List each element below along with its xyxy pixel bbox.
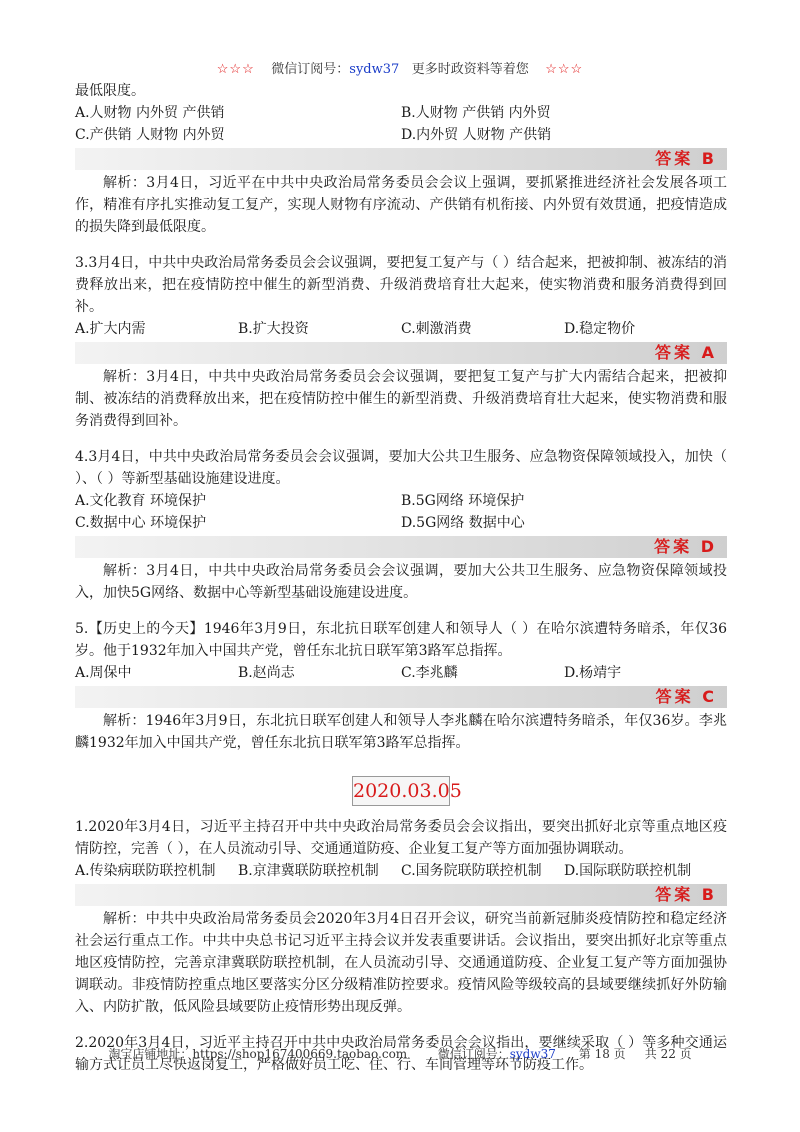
option-d: D.杨靖宇: [564, 665, 622, 681]
option-d: D.国际联防联控机制: [564, 863, 692, 879]
shop-address: 淘宝店铺地址：https://shop167400669.taobao.com: [108, 1047, 408, 1061]
answer-bar: [75, 536, 727, 558]
answer-label: 答案 C: [655, 687, 717, 706]
question-text: 1.2020年3月4日，习近平主持召开中共中央政治局常务委员会会议指出，要突出抓好北京等重点地区疫情防控，完善（ ），在人员流动引导、交通通道防疫、企业复工复产等方面加强协调联动。: [75, 819, 727, 857]
options-row: [75, 512, 727, 534]
option-c: C.产供销 人财物 内外贸: [75, 127, 225, 143]
header-account: sydw37: [349, 62, 400, 77]
analysis-text: 解析：1946年3月9日，东北抗日联军创建人和领导人李兆麟在哈尔滨遭特务暗杀，年仅36岁。李兆麟1932年加入中国共产党，曾任东北抗日联军第3路军总指挥。: [75, 713, 727, 751]
answer-label: 答案 D: [654, 537, 717, 556]
option-d: D.稳定物价: [564, 321, 636, 337]
options-row: [75, 318, 727, 340]
page-number: 第 18 页: [578, 1047, 626, 1061]
options-row: [75, 490, 727, 512]
footer-wx-label: 微信订阅号：: [437, 1047, 510, 1061]
date-heading: 2020.03.05: [352, 776, 450, 806]
option-c: C.国务院联防联控机制: [401, 863, 542, 879]
analysis-text: 解析：中共中央政治局常务委员会2020年3月4日召开会议，研究当前新冠肺炎疫情防控和稳定经济社会运行重点工作。中共中央总书记习近平主持会议并发表重要讲话。会议指出，要突出抓好北京等重点地区疫情防控，完善京津冀联防联控机制，在人员流动引导、交通通道防疫、企业复工复产等方面加强协调联动。非疫情防控重点地区要落实分区分级精准防控要求。疫情风险等级较高的县域要继续抓好外防输入、内防扩散，低风险县域要防止疫情形势出现反弹。: [75, 911, 727, 1015]
option-c: C.李兆麟: [401, 665, 458, 681]
option-b: B.扩大投资: [238, 321, 309, 337]
option-a: A.扩大内需: [75, 321, 146, 337]
option-c: C.数据中心 环境保护: [75, 515, 207, 531]
option-c: C.刺激消费: [401, 321, 472, 337]
option-a: A.传染病联防联控机制: [75, 863, 216, 879]
question-text: 4.3月4日，中共中央政治局常务委员会会议强调，要加大公共卫生服务、应急物资保障领域投入，加快（ ）、（ ）等新型基础设施建设进度。: [75, 449, 727, 487]
options-row: [75, 102, 727, 124]
option-d: D.内外贸 人财物 产供销: [401, 127, 552, 143]
footer-wx-account: sydw37: [509, 1047, 556, 1061]
answer-bar: [75, 342, 727, 364]
header-label: 微信订阅号：: [271, 62, 350, 77]
options-row: [75, 860, 727, 882]
option-a: A.人财物 内外贸 产供销: [75, 105, 225, 121]
stars-left: ☆☆☆: [216, 62, 255, 77]
options-row: [75, 124, 727, 146]
page-header: [0, 58, 800, 77]
option-b: B.京津冀联防联控机制: [238, 863, 379, 879]
option-b: B.人财物 产供销 内外贸: [401, 105, 551, 121]
question-text: 最低限度。: [75, 83, 145, 99]
answer-label: 答案 B: [655, 885, 717, 904]
question-text: 3.3月4日，中共中央政治局常务委员会会议强调，要把复工复产与（ ）结合起来，把被抑制、被冻结的消费释放出来，把在疫情防控中催生的新型消费、升级消费培育壮大起来，使实物消费和服务消费得到回补。: [75, 255, 727, 315]
analysis-text: 解析：3月4日，中共中央政治局常务委员会会议强调，要把复工复产与扩大内需结合起来，把被抑制、被冻结的消费释放出来，把在疫情防控中催生的新型消费、升级消费培育壮大起来，使实物消费和服务消费得到回补。: [75, 369, 727, 429]
option-b: B.5G网络 环境保护: [401, 493, 525, 509]
stars-right: ☆☆☆: [545, 62, 584, 77]
option-b: B.赵尚志: [238, 665, 295, 681]
page-total: 共 22 页: [644, 1047, 692, 1061]
analysis-text: 解析：3月4日，习近平在中共中央政治局常务委员会会议上强调，要抓紧推进经济社会发展各项工作，精准有序扎实推动复工复产，实现人财物有序流动、产供销有机衔接、内外贸有效贯通，把疫情造成的损失降到最低限度。: [75, 175, 727, 235]
option-a: A.周保中: [75, 665, 132, 681]
answer-label: 答案 A: [655, 343, 717, 362]
question-text: 5.【历史上的今天】1946年3月9日，东北抗日联军创建人和领导人（ ）在哈尔滨遭特务暗杀，年仅36岁。他于1932年加入中国共产党，曾任东北抗日联军第3路军总指挥。: [75, 621, 727, 659]
options-row: [75, 662, 727, 684]
content: [75, 80, 727, 1076]
header-tagline: 更多时政资料等着您: [411, 62, 529, 77]
option-a: A.文化教育 环境保护: [75, 493, 207, 509]
answer-bar: [75, 148, 727, 170]
question-text: 2.2020年3月4日，习近平主持召开中共中央政治局常务委员会会议指出，要继续采取（ ）等多种交通运输方式让员工尽快返岗复工，严格做好员工吃、住、行、车间管理等环节防疫工作。: [75, 1035, 727, 1073]
analysis-text: 解析：3月4日，中共中央政治局常务委员会会议强调，要加大公共卫生服务、应急物资保障领域投入，加快5G网络、数据中心等新型基础设施建设进度。: [75, 563, 727, 601]
page-footer: [0, 1045, 800, 1062]
answer-label: 答案 B: [655, 149, 717, 168]
option-d: D.5G网络 数据中心: [401, 515, 525, 531]
answer-bar: [75, 686, 727, 708]
answer-bar: [75, 884, 727, 906]
